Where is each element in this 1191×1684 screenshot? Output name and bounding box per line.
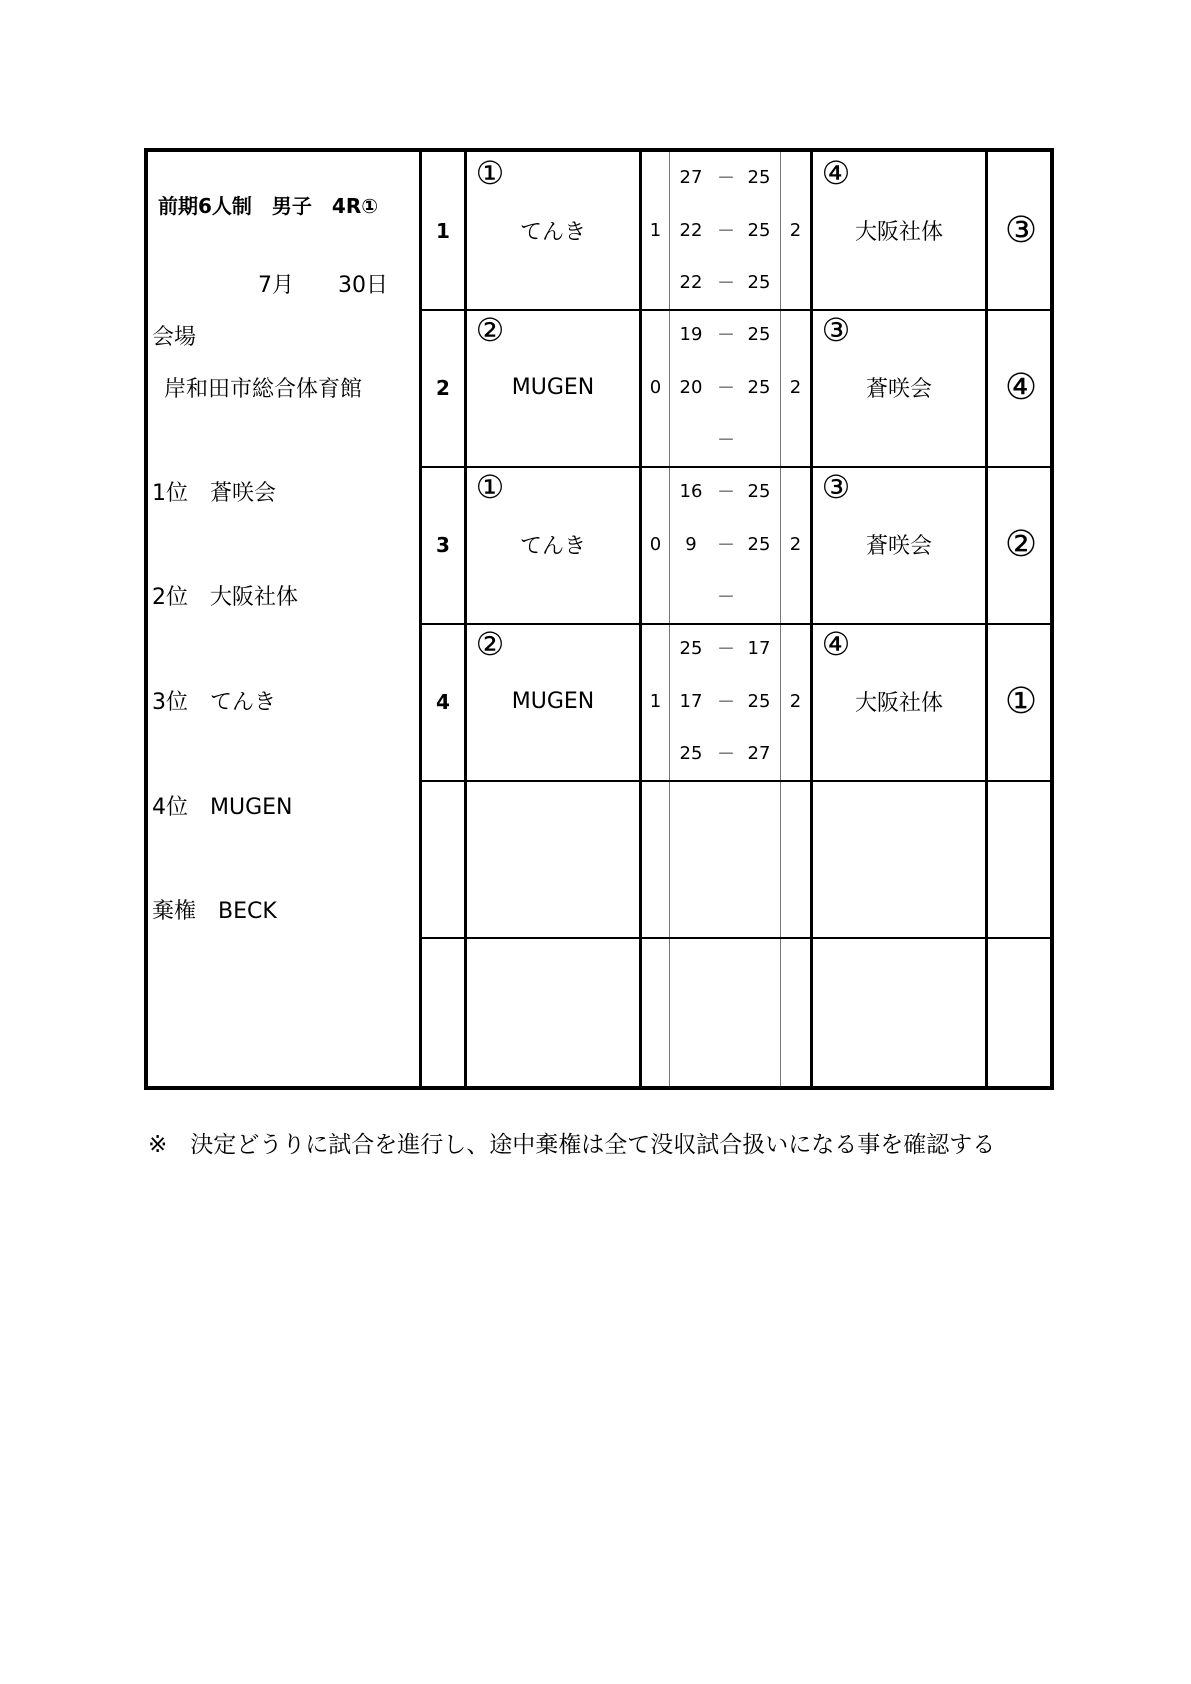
score-right: 27 xyxy=(747,742,771,764)
score-right: 17 xyxy=(747,637,771,659)
right-team-sets: 2 xyxy=(789,534,802,555)
left-team-name: てんき xyxy=(519,220,586,245)
match-order: ① xyxy=(1004,680,1038,722)
score-right: 25 xyxy=(747,166,771,188)
score-left: 22 xyxy=(679,271,703,293)
match-order: ② xyxy=(1004,523,1038,565)
left-team-sets: 0 xyxy=(649,534,662,555)
left-team-marker: ① xyxy=(475,468,505,506)
score-dash: － xyxy=(717,535,735,556)
score-left: 27 xyxy=(679,166,703,188)
match-date: 7月 30日 xyxy=(258,273,388,298)
standing-4: 4位 MUGEN xyxy=(152,795,293,820)
match-number: 2 xyxy=(436,375,450,400)
score-right: 25 xyxy=(747,690,771,712)
score-left: 16 xyxy=(679,480,703,502)
right-team-sets: 2 xyxy=(789,691,802,712)
score-left: 20 xyxy=(679,376,703,398)
score-right: 25 xyxy=(747,480,771,502)
score-right: 25 xyxy=(747,376,771,398)
score-dash: － xyxy=(717,273,735,294)
score-dash: － xyxy=(717,168,735,189)
score-left: 19 xyxy=(679,323,703,345)
right-team-name: 蒼咲会 xyxy=(865,377,932,402)
score-dash: － xyxy=(717,430,735,451)
score-dash: － xyxy=(717,744,735,765)
row-divider xyxy=(420,937,1050,939)
score-dash: － xyxy=(717,587,735,608)
tournament-title: 前期6人制 男子 4R① xyxy=(158,194,379,218)
right-team-marker: ④ xyxy=(821,625,851,663)
left-team-marker: ② xyxy=(475,311,505,349)
match-number: 3 xyxy=(436,532,450,557)
left-team-marker: ② xyxy=(475,625,505,663)
schedule-table xyxy=(144,148,1054,1090)
score-right: 25 xyxy=(747,323,771,345)
right-team-marker: ③ xyxy=(821,311,851,349)
left-team-name: てんき xyxy=(519,534,586,559)
footnote: ※ 決定どうりに試合を進行し、途中棄権は全て没収試合扱いになる事を確認する xyxy=(148,1132,996,1158)
score-left: 25 xyxy=(679,742,703,764)
right-team-name: 大阪社体 xyxy=(854,220,943,245)
right-team-sets: 2 xyxy=(789,220,802,241)
venue-label: 会場 xyxy=(152,325,197,350)
score-dash: － xyxy=(717,221,735,242)
match-number: 4 xyxy=(436,689,450,714)
score-right: 25 xyxy=(747,271,771,293)
venue-name: 岸和田市総合体育館 xyxy=(164,377,363,402)
right-team-sets: 2 xyxy=(789,377,802,398)
score-left: 17 xyxy=(679,690,703,712)
standing-1: 1位 蒼咲会 xyxy=(152,481,276,506)
left-team-name: MUGEN xyxy=(511,375,595,400)
score-dash: － xyxy=(717,378,735,399)
forfeit-team: 棄権 BECK xyxy=(152,899,277,924)
score-dash: － xyxy=(717,692,735,713)
score-left: 22 xyxy=(679,219,703,241)
right-team-name: 蒼咲会 xyxy=(865,534,932,559)
score-left: 9 xyxy=(685,533,697,555)
left-team-name: MUGEN xyxy=(511,689,595,714)
row-divider xyxy=(420,780,1050,782)
score-dash: － xyxy=(717,325,735,346)
left-team-sets: 0 xyxy=(649,377,662,398)
score-dash: － xyxy=(717,639,735,660)
left-team-sets: 1 xyxy=(649,220,662,241)
score-right: 25 xyxy=(747,533,771,555)
score-right: 25 xyxy=(747,219,771,241)
left-team-sets: 1 xyxy=(649,691,662,712)
left-team-marker: ① xyxy=(475,154,505,192)
match-number: 1 xyxy=(436,218,450,243)
score-dash: － xyxy=(717,482,735,503)
standing-2: 2位 大阪社体 xyxy=(152,585,298,610)
standing-3: 3位 てんき xyxy=(152,690,276,715)
match-order: ④ xyxy=(1004,366,1038,408)
score-left: 25 xyxy=(679,637,703,659)
match-order: ③ xyxy=(1004,209,1038,251)
right-team-marker: ③ xyxy=(821,468,851,506)
right-team-marker: ④ xyxy=(821,154,851,192)
right-team-name: 大阪社体 xyxy=(854,691,943,716)
